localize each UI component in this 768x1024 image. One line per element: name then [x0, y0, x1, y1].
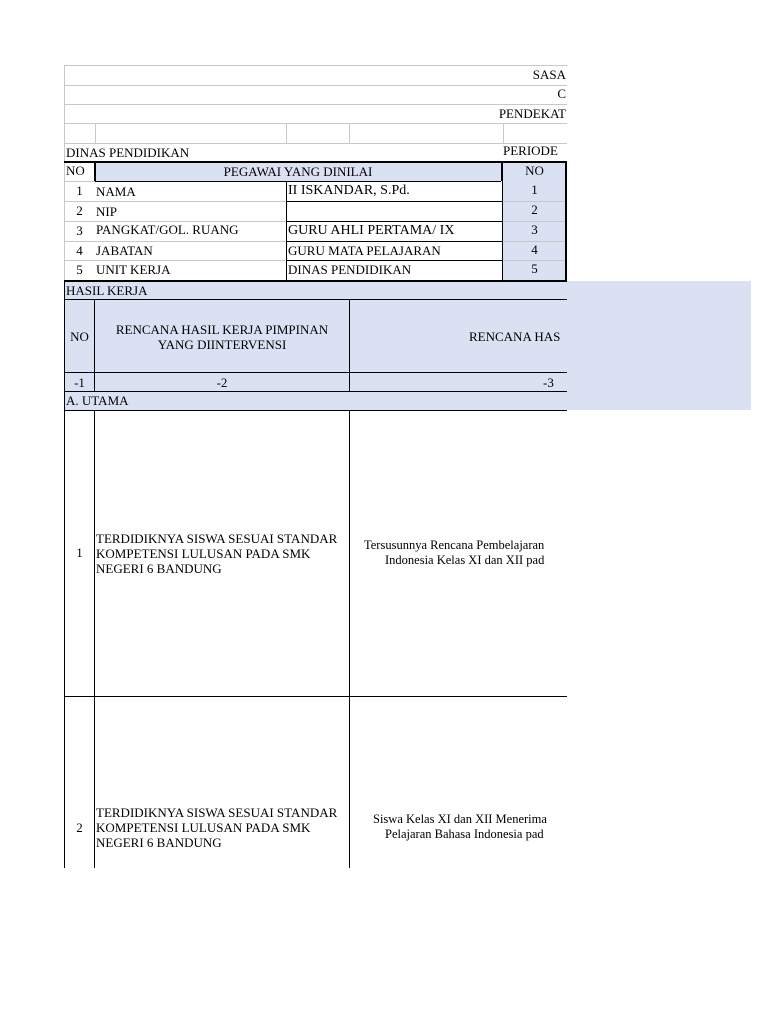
group-utama-label: A. UTAMA	[66, 394, 129, 408]
table-row-pimpinan: TERDIDIKNYA SISWA SESUAI STANDAR KOMPETENSI LULUSAN PADA SMK NEGERI 6 BANDUNG	[96, 531, 338, 576]
periode-label: PERIODE	[503, 144, 558, 158]
table-row-no: 1	[76, 546, 83, 560]
pegawai-row-value: GURU MATA PELAJARAN	[288, 244, 441, 258]
penilai-row-no: 3	[531, 223, 538, 237]
pegawai-title: PEGAWAI YANG DINILAI	[223, 165, 373, 179]
penilai-row-no: 1	[531, 183, 538, 197]
table-row-rencana-line1: Tersusunnya Rencana Pembelajaran	[364, 539, 545, 552]
pegawai-row-value: GURU AHLI PERTAMA/ IX	[288, 224, 455, 238]
table-row-rencana-line2: Pelajaran Bahasa Indonesia pad	[385, 828, 544, 841]
penilai-row-no: 4	[531, 243, 538, 257]
col-num-2: -2	[216, 376, 228, 390]
col-rencana-header: RENCANA HAS	[469, 330, 561, 344]
pegawai-row-label: UNIT KERJA	[96, 263, 171, 277]
col-rencana-pimpinan-header: RENCANA HASIL KERJA PIMPINAN YANG DIINTERVENSI	[115, 322, 329, 352]
header-title-1: SASA	[532, 68, 566, 82]
pegawai-row-no: 2	[76, 204, 83, 218]
pegawai-row-label: NIP	[96, 205, 117, 219]
penilai-row-no: 5	[531, 262, 538, 276]
header-title-3: PENDEKAT	[498, 107, 566, 121]
penilai-row-no: 2	[531, 203, 538, 217]
pegawai-row-value: DINAS PENDIDIKAN	[288, 263, 412, 277]
unit-label: DINAS PENDIDIKAN	[66, 146, 190, 160]
pegawai-row-no: 1	[76, 184, 83, 198]
table-row-rencana-line2: Indonesia Kelas XI dan XII pad	[385, 554, 545, 567]
pegawai-row-label: NAMA	[96, 185, 136, 199]
pegawai-row-no: 4	[76, 244, 83, 258]
pegawai-row-value: II ISKANDAR, S.Pd.	[288, 184, 410, 198]
table-row-rencana-line1: Siswa Kelas XI dan XII Menerima	[373, 813, 547, 826]
col-num-1: -1	[74, 376, 85, 390]
col-num-3: -3	[543, 376, 554, 390]
penilai-no-header: NO	[525, 164, 544, 178]
pegawai-row-no: 5	[76, 263, 83, 277]
header-title-2: C	[557, 87, 566, 101]
table-row-pimpinan: TERDIDIKNYA SISWA SESUAI STANDAR KOMPETENSI LULUSAN PADA SMK NEGERI 6 BANDUNG	[96, 805, 338, 850]
pegawai-row-label: PANGKAT/GOL. RUANG	[96, 223, 239, 237]
pegawai-row-no: 3	[76, 224, 83, 238]
col-no-header: NO	[70, 330, 89, 344]
table-row-no: 2	[76, 821, 83, 835]
pegawai-row-label: JABATAN	[96, 244, 153, 258]
hasil-kerja-label: HASIL KERJA	[66, 284, 148, 298]
pegawai-no-header: NO	[66, 164, 85, 178]
